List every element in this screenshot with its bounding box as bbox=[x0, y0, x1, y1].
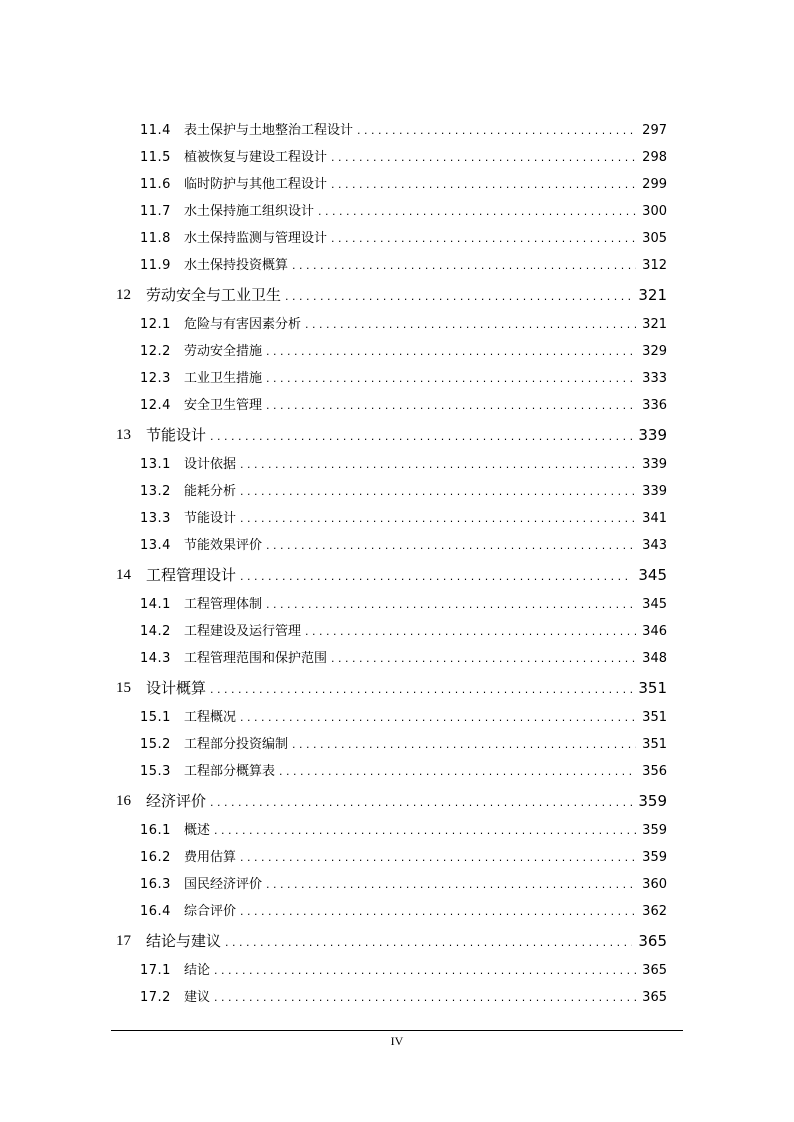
toc-entry-title: 建议 bbox=[184, 990, 211, 1005]
toc-chapter-entry bbox=[0, 677, 794, 699]
toc-section-entry bbox=[0, 594, 794, 616]
toc-dot-leader bbox=[318, 201, 636, 223]
toc-entry-title: 工程管理设计 bbox=[146, 566, 237, 584]
toc-entry-number: 15.2 bbox=[140, 737, 171, 752]
toc-entry-title: 工业卫生措施 bbox=[184, 371, 263, 386]
toc-entry-title: 水土保持监测与管理设计 bbox=[184, 231, 328, 246]
toc-entry-number: 12.2 bbox=[140, 344, 171, 359]
toc-dot-leader bbox=[240, 707, 636, 729]
toc-entry-number: 14 bbox=[116, 567, 131, 583]
toc-entry-number: 15 bbox=[116, 680, 131, 696]
toc-section-entry bbox=[0, 734, 794, 756]
toc-entry-title: 节能设计 bbox=[146, 426, 207, 444]
toc-entry-page: 359 bbox=[642, 823, 667, 838]
toc-entry-number: 13.1 bbox=[140, 457, 171, 472]
toc-entry-number: 13.4 bbox=[140, 538, 171, 553]
toc-chapter-entry bbox=[0, 790, 794, 812]
toc-dot-leader bbox=[240, 901, 636, 923]
toc-dot-leader bbox=[210, 790, 632, 814]
toc-chapter-entry bbox=[0, 284, 794, 306]
toc-entry-number: 15.3 bbox=[140, 764, 171, 779]
toc-dot-leader bbox=[266, 874, 636, 896]
toc-entry-page: 297 bbox=[642, 123, 667, 138]
toc-dot-leader bbox=[240, 481, 636, 503]
toc-entry-title: 能耗分析 bbox=[184, 484, 237, 499]
toc-entry-number: 11.4 bbox=[140, 123, 171, 138]
toc-entry-page: 339 bbox=[638, 426, 667, 444]
toc-entry-number: 14.2 bbox=[140, 624, 171, 639]
toc-entry-title: 表土保护与土地整治工程设计 bbox=[184, 123, 354, 138]
toc-entry-page: 312 bbox=[642, 258, 667, 273]
toc-entry-page: 351 bbox=[642, 737, 667, 752]
toc-section-entry bbox=[0, 174, 794, 196]
toc-entry-page: 359 bbox=[642, 850, 667, 865]
toc-entry-title: 工程部分概算表 bbox=[184, 764, 276, 779]
toc-section-entry bbox=[0, 228, 794, 250]
toc-entry-number: 11.5 bbox=[140, 150, 171, 165]
toc-dot-leader bbox=[357, 120, 636, 142]
toc-dot-leader bbox=[225, 930, 632, 954]
toc-section-entry bbox=[0, 147, 794, 169]
toc-dot-leader bbox=[331, 228, 636, 250]
toc-entry-page: 321 bbox=[638, 286, 667, 304]
toc-entry-number: 16.2 bbox=[140, 850, 171, 865]
toc-entry-title: 综合评价 bbox=[184, 904, 237, 919]
toc-entry-number: 12.1 bbox=[140, 317, 171, 332]
toc-entry-page: 329 bbox=[642, 344, 667, 359]
toc-entry-title: 费用估算 bbox=[184, 850, 237, 865]
toc-entry-number: 11.8 bbox=[140, 231, 171, 246]
toc-dot-leader bbox=[266, 594, 636, 616]
toc-entry-title: 安全卫生管理 bbox=[184, 398, 263, 413]
toc-entry-page: 359 bbox=[638, 792, 667, 810]
toc-entry-page: 333 bbox=[642, 371, 667, 386]
toc-entry-title: 工程管理体制 bbox=[184, 597, 263, 612]
toc-entry-page: 305 bbox=[642, 231, 667, 246]
toc-entry-title: 结论与建议 bbox=[146, 932, 222, 950]
toc-section-entry bbox=[0, 648, 794, 670]
toc-dot-leader bbox=[305, 314, 636, 336]
toc-section-entry bbox=[0, 255, 794, 277]
toc-chapter-entry bbox=[0, 424, 794, 446]
toc-section-entry bbox=[0, 987, 794, 1009]
toc-entry-page: 339 bbox=[642, 484, 667, 499]
toc-section-entry bbox=[0, 508, 794, 530]
toc-dot-leader bbox=[240, 508, 636, 530]
toc-dot-leader bbox=[240, 454, 636, 476]
toc-entry-title: 设计概算 bbox=[146, 679, 207, 697]
toc-entry-number: 13.3 bbox=[140, 511, 171, 526]
toc-entry-page: 345 bbox=[642, 597, 667, 612]
toc-dot-leader bbox=[210, 677, 632, 701]
toc-section-entry bbox=[0, 621, 794, 643]
toc-dot-leader bbox=[292, 255, 636, 277]
toc-entry-number: 13.2 bbox=[140, 484, 171, 499]
toc-entry-page: 365 bbox=[638, 932, 667, 950]
toc-entry-page: 348 bbox=[642, 651, 667, 666]
toc-entry-title: 水土保持施工组织设计 bbox=[184, 204, 315, 219]
toc-entry-page: 299 bbox=[642, 177, 667, 192]
toc-entry-number: 16.3 bbox=[140, 877, 171, 892]
toc-section-entry bbox=[0, 201, 794, 223]
toc-entry-number: 11.6 bbox=[140, 177, 171, 192]
toc-dot-leader bbox=[305, 621, 636, 643]
toc-entry-title: 国民经济评价 bbox=[184, 877, 263, 892]
toc-entry-page: 362 bbox=[642, 904, 667, 919]
toc-dot-leader bbox=[266, 535, 636, 557]
toc-entry-page: 365 bbox=[642, 963, 667, 978]
toc-entry-page: 360 bbox=[642, 877, 667, 892]
toc-entry-title: 工程部分投资编制 bbox=[184, 737, 289, 752]
toc-section-entry bbox=[0, 120, 794, 142]
toc-dot-leader bbox=[240, 564, 632, 588]
toc-entry-number: 12 bbox=[116, 287, 131, 303]
toc-entry-page: 300 bbox=[642, 204, 667, 219]
toc-entry-page: 341 bbox=[642, 511, 667, 526]
toc-entry-title: 临时防护与其他工程设计 bbox=[184, 177, 328, 192]
toc-entry-title: 结论 bbox=[184, 963, 211, 978]
toc-entry-number: 14.3 bbox=[140, 651, 171, 666]
toc-entry-number: 14.1 bbox=[140, 597, 171, 612]
toc-entry-title: 工程建设及运行管理 bbox=[184, 624, 302, 639]
toc-entry-page: 321 bbox=[642, 317, 667, 332]
toc-section-entry bbox=[0, 395, 794, 417]
toc-entry-title: 概述 bbox=[184, 823, 211, 838]
toc-entry-page: 365 bbox=[642, 990, 667, 1005]
toc-chapter-entry bbox=[0, 930, 794, 952]
toc-entry-number: 16.1 bbox=[140, 823, 171, 838]
toc-entry-page: 351 bbox=[642, 710, 667, 725]
toc-entry-page: 345 bbox=[638, 566, 667, 584]
toc-entry-title: 工程概况 bbox=[184, 710, 237, 725]
toc-section-entry bbox=[0, 901, 794, 923]
toc-entry-page: 339 bbox=[642, 457, 667, 472]
toc-section-entry bbox=[0, 960, 794, 982]
toc-section-entry bbox=[0, 535, 794, 557]
toc-section-entry bbox=[0, 481, 794, 503]
toc-entry-page: 298 bbox=[642, 150, 667, 165]
toc-entry-title: 水土保持投资概算 bbox=[184, 258, 289, 273]
toc-entry-number: 15.1 bbox=[140, 710, 171, 725]
toc-entry-page: 351 bbox=[638, 679, 667, 697]
toc-dot-leader bbox=[214, 820, 636, 842]
toc-section-entry bbox=[0, 707, 794, 729]
toc-entry-number: 17.1 bbox=[140, 963, 171, 978]
toc-entry-number: 16 bbox=[116, 793, 131, 809]
toc-dot-leader bbox=[210, 424, 632, 448]
toc-section-entry bbox=[0, 761, 794, 783]
toc-entry-number: 13 bbox=[116, 427, 131, 443]
toc-entry-number: 12.3 bbox=[140, 371, 171, 386]
footer-divider bbox=[111, 1030, 683, 1031]
toc-section-entry bbox=[0, 368, 794, 390]
toc-entry-title: 危险与有害因素分析 bbox=[184, 317, 302, 332]
toc-entry-number: 17.2 bbox=[140, 990, 171, 1005]
toc-entry-title: 劳动安全与工业卫生 bbox=[146, 286, 282, 304]
toc-dot-leader bbox=[331, 147, 636, 169]
toc-dot-leader bbox=[214, 960, 636, 982]
toc-dot-leader bbox=[266, 368, 636, 390]
toc-entry-number: 11.9 bbox=[140, 258, 171, 273]
toc-entry-title: 劳动安全措施 bbox=[184, 344, 263, 359]
toc-entry-title: 工程管理范围和保护范围 bbox=[184, 651, 328, 666]
toc-section-entry bbox=[0, 820, 794, 842]
toc-dot-leader bbox=[240, 847, 636, 869]
toc-section-entry bbox=[0, 847, 794, 869]
toc-entry-number: 16.4 bbox=[140, 904, 171, 919]
toc-entry-page: 356 bbox=[642, 764, 667, 779]
toc-section-entry bbox=[0, 454, 794, 476]
toc-entry-page: 346 bbox=[642, 624, 667, 639]
toc-entry-title: 经济评价 bbox=[146, 792, 207, 810]
toc-dot-leader bbox=[331, 648, 636, 670]
toc-section-entry bbox=[0, 314, 794, 336]
toc-dot-leader bbox=[279, 761, 636, 783]
toc-dot-leader bbox=[266, 395, 636, 417]
toc-dot-leader bbox=[331, 174, 636, 196]
toc-section-entry bbox=[0, 874, 794, 896]
footer-page-number: IV bbox=[390, 1034, 404, 1048]
toc-entry-page: 336 bbox=[642, 398, 667, 413]
toc-entry-number: 17 bbox=[116, 933, 131, 949]
toc-dot-leader bbox=[292, 734, 636, 756]
toc-entry-title: 节能设计 bbox=[184, 511, 237, 526]
toc-entry-title: 设计依据 bbox=[184, 457, 237, 472]
toc-entry-number: 11.7 bbox=[140, 204, 171, 219]
toc-entry-page: 343 bbox=[642, 538, 667, 553]
toc-chapter-entry bbox=[0, 564, 794, 586]
toc-dot-leader bbox=[214, 987, 636, 1009]
toc-entry-title: 节能效果评价 bbox=[184, 538, 263, 553]
toc-entry-number: 12.4 bbox=[140, 398, 171, 413]
toc-section-entry bbox=[0, 341, 794, 363]
toc-dot-leader bbox=[266, 341, 636, 363]
toc-entry-title: 植被恢复与建设工程设计 bbox=[184, 150, 328, 165]
toc-dot-leader bbox=[285, 284, 632, 308]
